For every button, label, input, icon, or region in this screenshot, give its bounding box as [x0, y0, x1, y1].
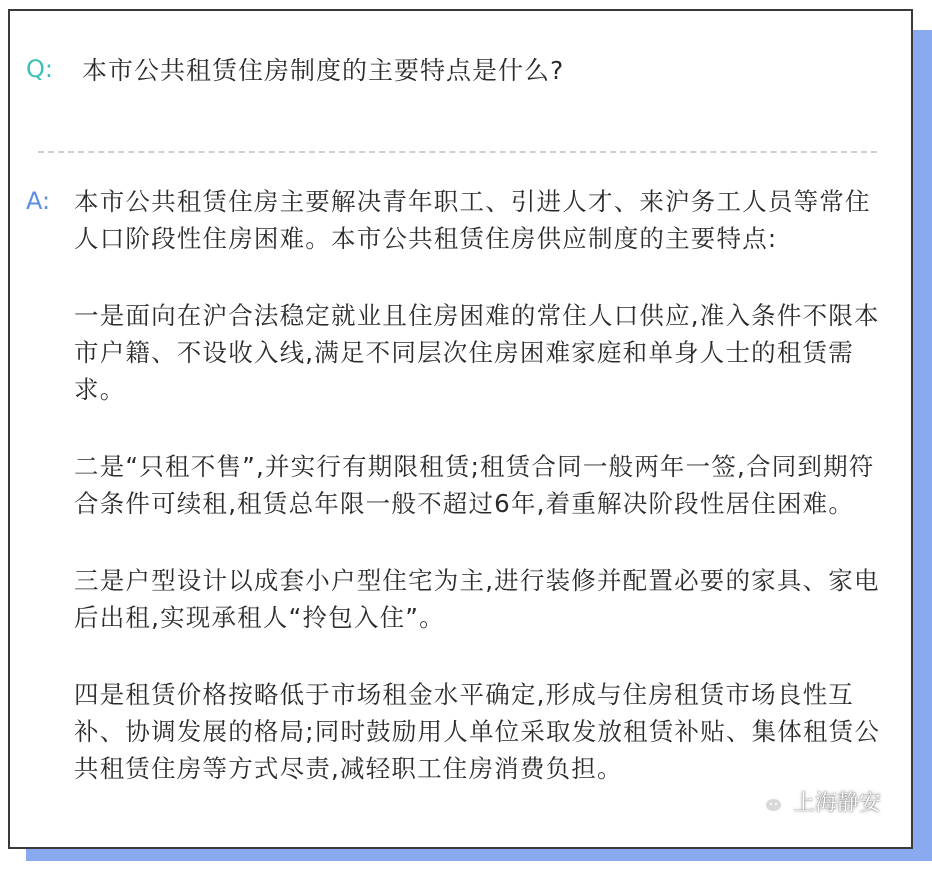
answer-paragraph-4: 四是租赁价格按略低于市场租金水平确定,形成与住房租赁市场良性互补、协调发展的格局;同时鼓励用人单位采取发放租赁补贴、集体租赁公共租赁住房等方式尽责,减轻职工住房消费负担。: [74, 680, 881, 783]
wechat-icon: [753, 789, 785, 815]
question-marker: Q:: [26, 55, 53, 83]
answer-paragraph-intro: 本市公共租赁住房主要解决青年职工、引进人才、来沪务工人员等常住人口阶段性住房困难。本市公共租赁住房供应制度的主要特点:: [74, 187, 871, 253]
watermark-text: 上海静安: [792, 791, 881, 816]
question-row: [26, 51, 564, 87]
answer-paragraph-1: 一是面向在沪合法稳定就业且住房困难的常住人口供应,准入条件不限本市户籍、不设收入线,满足不同层次住房困难家庭和单身人士的租赁需求。: [74, 301, 880, 404]
dashed-divider: [38, 151, 877, 153]
qa-card: [8, 9, 913, 849]
answer-marker: A:: [26, 187, 51, 215]
answer-body: [74, 183, 894, 827]
answer-paragraph-3: 三是户型设计以成套小户型住宅为主,进行装修并配置必要的家具、家电后出租,实现承租人“拎包入住”。: [74, 566, 880, 632]
question-text: 本市公共租赁住房制度的主要特点是什么?: [82, 56, 565, 85]
watermark: [753, 786, 881, 817]
answer-paragraph-2: 二是“只租不售”,并实行有期限租赁;租赁合同一般两年一签,合同到期符合条件可续租,租赁总年限一般不超过6年,着重解决阶段性居住困难。: [74, 452, 875, 518]
